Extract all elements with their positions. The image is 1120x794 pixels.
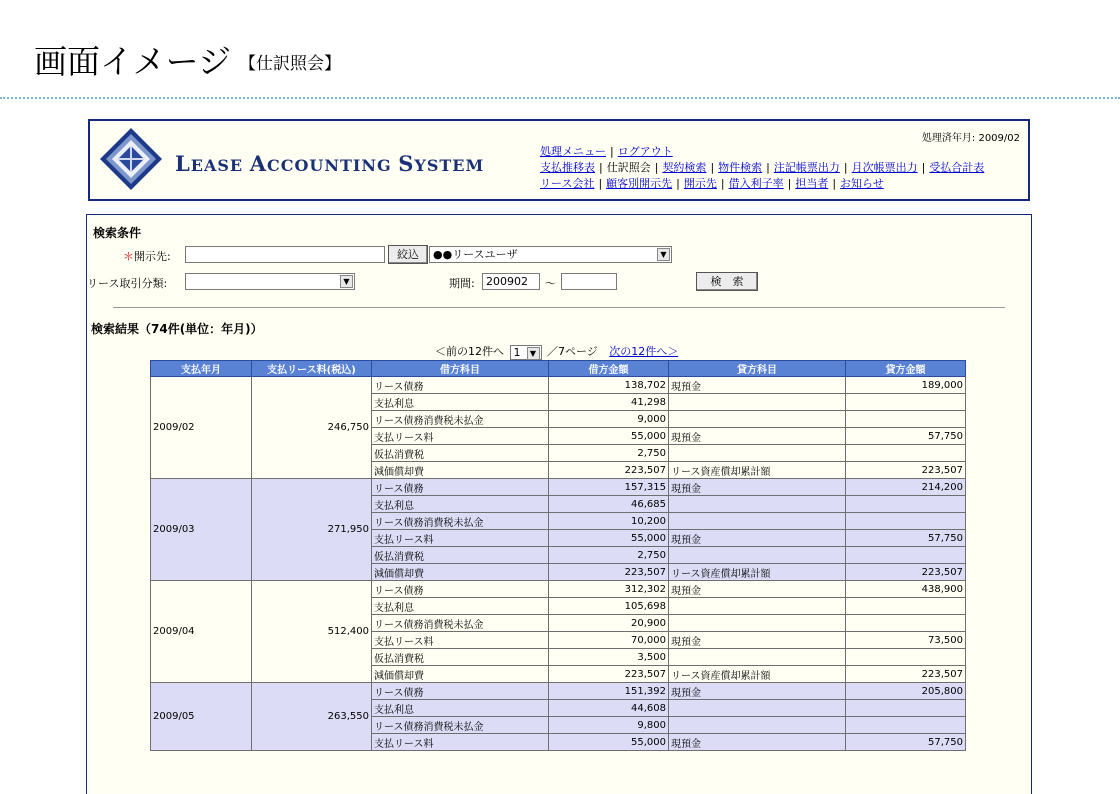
search-heading: 検索条件	[93, 226, 142, 240]
table-row	[151, 377, 966, 394]
payment-amount-cell: 271,950	[252, 479, 372, 581]
disclosure-label	[123, 248, 171, 264]
next-page-link[interactable]: 次の12件へ＞	[609, 345, 679, 358]
debit-amount-cell: 151,392	[549, 683, 669, 700]
credit-amount-cell	[846, 513, 966, 530]
credit-amount-cell	[846, 394, 966, 411]
disclosure-label-text: 開示先:	[134, 250, 171, 263]
debit-amount-cell: 20,900	[549, 615, 669, 632]
debit-account-cell: リース債務	[372, 581, 549, 598]
nav-separator: |	[599, 161, 603, 174]
debit-amount-cell: 223,507	[549, 462, 669, 479]
debit-amount-cell: 9,000	[549, 411, 669, 428]
processed-month: 処理済年月: 2009/02	[921, 133, 1020, 144]
credit-amount-cell: 57,750	[846, 734, 966, 751]
credit-account-cell: 現預金	[669, 581, 846, 598]
nav-separator: |	[921, 161, 926, 174]
credit-account-cell: 現預金	[669, 479, 846, 496]
nav-link[interactable]: お知らせ	[840, 177, 884, 190]
page-subtitle: 【仕訳照会】	[239, 53, 342, 74]
nav-separator: |	[720, 177, 725, 190]
credit-amount-cell	[846, 717, 966, 734]
nav-separator: |	[710, 161, 715, 174]
credit-account-cell	[669, 615, 846, 632]
column-header: 借方金額	[549, 361, 669, 377]
credit-account-cell	[669, 717, 846, 734]
user-select-value: ●●リースユーザ	[433, 248, 518, 261]
credit-amount-cell	[846, 445, 966, 462]
debit-account-cell: リース債務消費税未払金	[372, 717, 549, 734]
brand-letter-l: L	[175, 151, 191, 176]
debit-account-cell: 支払利息	[372, 598, 549, 615]
nav-link[interactable]: 開示先	[683, 177, 717, 190]
nav-link[interactable]: 受払合計表	[929, 161, 985, 174]
nav-link[interactable]: 借入利子率	[728, 177, 784, 190]
debit-account-cell: 支払利息	[372, 700, 549, 717]
debit-amount-cell: 70,000	[549, 632, 669, 649]
table-header-row	[151, 361, 966, 377]
nav-link[interactable]: 処理メニュー	[540, 145, 606, 158]
debit-amount-cell: 55,000	[549, 530, 669, 547]
user-select[interactable]	[429, 246, 672, 263]
debit-amount-cell: 10,200	[549, 513, 669, 530]
debit-amount-cell: 46,685	[549, 496, 669, 513]
debit-account-cell: リース債務	[372, 683, 549, 700]
payment-month-cell: 2009/04	[151, 581, 252, 683]
debit-amount-cell: 312,302	[549, 581, 669, 598]
debit-account-cell: 減価償却費	[372, 666, 549, 683]
payment-amount-cell: 263,550	[252, 683, 372, 751]
nav-separator: |	[766, 161, 770, 174]
credit-amount-cell: 73,500	[846, 632, 966, 649]
main-panel	[86, 214, 1032, 794]
credit-account-cell	[669, 547, 846, 564]
column-header: 貸方科目	[669, 361, 846, 377]
credit-account-cell: 現預金	[669, 377, 846, 394]
nav-separator: |	[843, 161, 848, 174]
narrow-button[interactable]: 絞込	[388, 245, 428, 264]
debit-amount-cell: 41,298	[549, 394, 669, 411]
lease-type-label: リース取引分類:	[87, 277, 168, 290]
nav-link[interactable]: 物件検索	[718, 161, 763, 174]
credit-amount-cell	[846, 598, 966, 615]
column-header: 支払年月	[151, 361, 252, 377]
nav-link[interactable]: 注記帳票出力	[773, 161, 840, 174]
nav-row-1	[540, 145, 673, 159]
debit-amount-cell: 9,800	[549, 717, 669, 734]
debit-account-cell: 減価償却費	[372, 564, 549, 581]
credit-account-cell	[669, 496, 846, 513]
credit-account-cell: 現預金	[669, 428, 846, 445]
credit-amount-cell: 223,507	[846, 462, 966, 479]
nav-link[interactable]: 担当者	[795, 177, 829, 190]
diamond-logo-icon	[98, 126, 164, 192]
debit-amount-cell: 55,000	[549, 734, 669, 751]
credit-account-cell	[669, 700, 846, 717]
section-divider	[113, 307, 1005, 308]
credit-amount-cell: 57,750	[846, 428, 966, 445]
credit-account-cell	[669, 411, 846, 428]
page-select-value: 1	[513, 345, 521, 359]
debit-account-cell: リース債務	[372, 479, 549, 496]
debit-account-cell: リース債務消費税未払金	[372, 411, 549, 428]
search-button[interactable]: 検 索	[696, 272, 758, 291]
credit-amount-cell	[846, 700, 966, 717]
payment-month-cell: 2009/03	[151, 479, 252, 581]
debit-account-cell: 支払リース料	[372, 530, 549, 547]
column-header: 貸方金額	[846, 361, 966, 377]
nav-separator: |	[654, 161, 659, 174]
credit-amount-cell	[846, 547, 966, 564]
nav-link[interactable]: 契約検索	[662, 161, 707, 174]
nav-current-page: 仕訳照会	[606, 161, 651, 174]
required-mark: ＊	[123, 250, 134, 263]
period-to-input[interactable]	[561, 273, 617, 290]
period-tilde: ～	[545, 277, 556, 290]
brand-letter-a: A	[249, 151, 267, 176]
credit-account-cell	[669, 394, 846, 411]
credit-amount-cell: 57,750	[846, 530, 966, 547]
table-row	[151, 581, 966, 598]
credit-amount-cell	[846, 649, 966, 666]
page-total: ／7ページ	[547, 345, 598, 358]
nav-separator: |	[598, 177, 603, 190]
prev-page-label: ＜前の12件へ	[435, 345, 504, 358]
nav-separator: |	[676, 177, 680, 190]
credit-account-cell	[669, 445, 846, 462]
debit-account-cell: リース債務消費税未払金	[372, 513, 549, 530]
debit-amount-cell: 105,698	[549, 598, 669, 615]
lease-type-select[interactable]	[185, 273, 355, 290]
debit-amount-cell: 3,500	[549, 649, 669, 666]
page-title	[34, 40, 341, 86]
debit-amount-cell: 55,000	[549, 428, 669, 445]
brand-letter-s: S	[398, 151, 415, 176]
credit-amount-cell: 223,507	[846, 666, 966, 683]
debit-account-cell: リース債務消費税未払金	[372, 615, 549, 632]
results-heading: 検索結果（74件(単位：年月)）	[91, 322, 263, 336]
page-title-text: 画面イメージ	[34, 42, 232, 81]
period-label: 期間:	[449, 277, 475, 290]
credit-account-cell	[669, 598, 846, 615]
nav-separator: |	[787, 177, 792, 190]
nav-link[interactable]: ログアウト	[617, 145, 673, 158]
payment-month-cell: 2009/02	[151, 377, 252, 479]
credit-account-cell: リース資産償却累計額	[669, 462, 846, 479]
nav-link[interactable]: 顧客別開示先	[606, 177, 673, 190]
nav-separator: |	[610, 145, 614, 158]
column-header: 支払リース料(税込)	[252, 361, 372, 377]
table-body	[151, 377, 966, 751]
debit-account-cell: 減価償却費	[372, 462, 549, 479]
credit-account-cell: リース資産償却累計額	[669, 564, 846, 581]
debit-account-cell: 仮払消費税	[372, 445, 549, 462]
brand-part-1: EASE	[190, 156, 250, 175]
debit-account-cell: 支払リース料	[372, 632, 549, 649]
debit-account-cell: 支払利息	[372, 496, 549, 513]
nav-link[interactable]: 月次帳票出力	[851, 161, 918, 174]
credit-account-cell: リース資産償却累計額	[669, 666, 846, 683]
credit-amount-cell: 214,200	[846, 479, 966, 496]
brand-part-2: CCOUNTING	[267, 156, 399, 175]
credit-account-cell	[669, 649, 846, 666]
debit-account-cell: 仮払消費税	[372, 547, 549, 564]
credit-amount-cell	[846, 411, 966, 428]
debit-account-cell: 支払利息	[372, 394, 549, 411]
credit-amount-cell: 438,900	[846, 581, 966, 598]
debit-amount-cell: 223,507	[549, 564, 669, 581]
payment-month-cell: 2009/05	[151, 683, 252, 751]
chevron-down-icon: ▼	[527, 347, 540, 360]
credit-amount-cell	[846, 496, 966, 513]
debit-amount-cell: 157,315	[549, 479, 669, 496]
debit-account-cell: 支払リース料	[372, 428, 549, 445]
chevron-down-icon: ▼	[340, 275, 353, 288]
nav-row-3	[540, 177, 884, 191]
credit-amount-cell: 223,507	[846, 564, 966, 581]
app-header	[88, 119, 1030, 201]
disclosure-input[interactable]	[185, 246, 385, 263]
credit-account-cell: 現預金	[669, 632, 846, 649]
credit-account-cell: 現預金	[669, 530, 846, 547]
journal-table	[150, 360, 966, 751]
credit-amount-cell: 205,800	[846, 683, 966, 700]
brand-part-3: YSTEM	[414, 156, 485, 175]
credit-amount-cell: 189,000	[846, 377, 966, 394]
debit-amount-cell: 44,608	[549, 700, 669, 717]
debit-amount-cell: 138,702	[549, 377, 669, 394]
title-divider	[0, 97, 1120, 99]
debit-account-cell: 仮払消費税	[372, 649, 549, 666]
chevron-down-icon: ▼	[657, 248, 670, 261]
credit-account-cell: 現預金	[669, 734, 846, 751]
pager	[435, 343, 678, 360]
debit-amount-cell: 223,507	[549, 666, 669, 683]
nav-separator: |	[832, 177, 837, 190]
nav-link[interactable]: リース会社	[540, 177, 595, 190]
table-row	[151, 479, 966, 496]
debit-account-cell: 支払リース料	[372, 734, 549, 751]
nav-link[interactable]: 支払推移表	[540, 161, 595, 174]
column-header: 借方科目	[372, 361, 549, 377]
debit-account-cell: リース債務	[372, 377, 549, 394]
credit-amount-cell	[846, 615, 966, 632]
nav-row-2	[540, 161, 984, 175]
credit-account-cell: 現預金	[669, 683, 846, 700]
table-row	[151, 683, 966, 700]
debit-amount-cell: 2,750	[549, 445, 669, 462]
page-select[interactable]	[510, 345, 542, 360]
credit-account-cell	[669, 513, 846, 530]
period-from-input[interactable]	[482, 273, 540, 290]
debit-amount-cell: 2,750	[549, 547, 669, 564]
payment-amount-cell: 246,750	[252, 377, 372, 479]
brand-name	[175, 151, 484, 176]
payment-amount-cell: 512,400	[252, 581, 372, 683]
